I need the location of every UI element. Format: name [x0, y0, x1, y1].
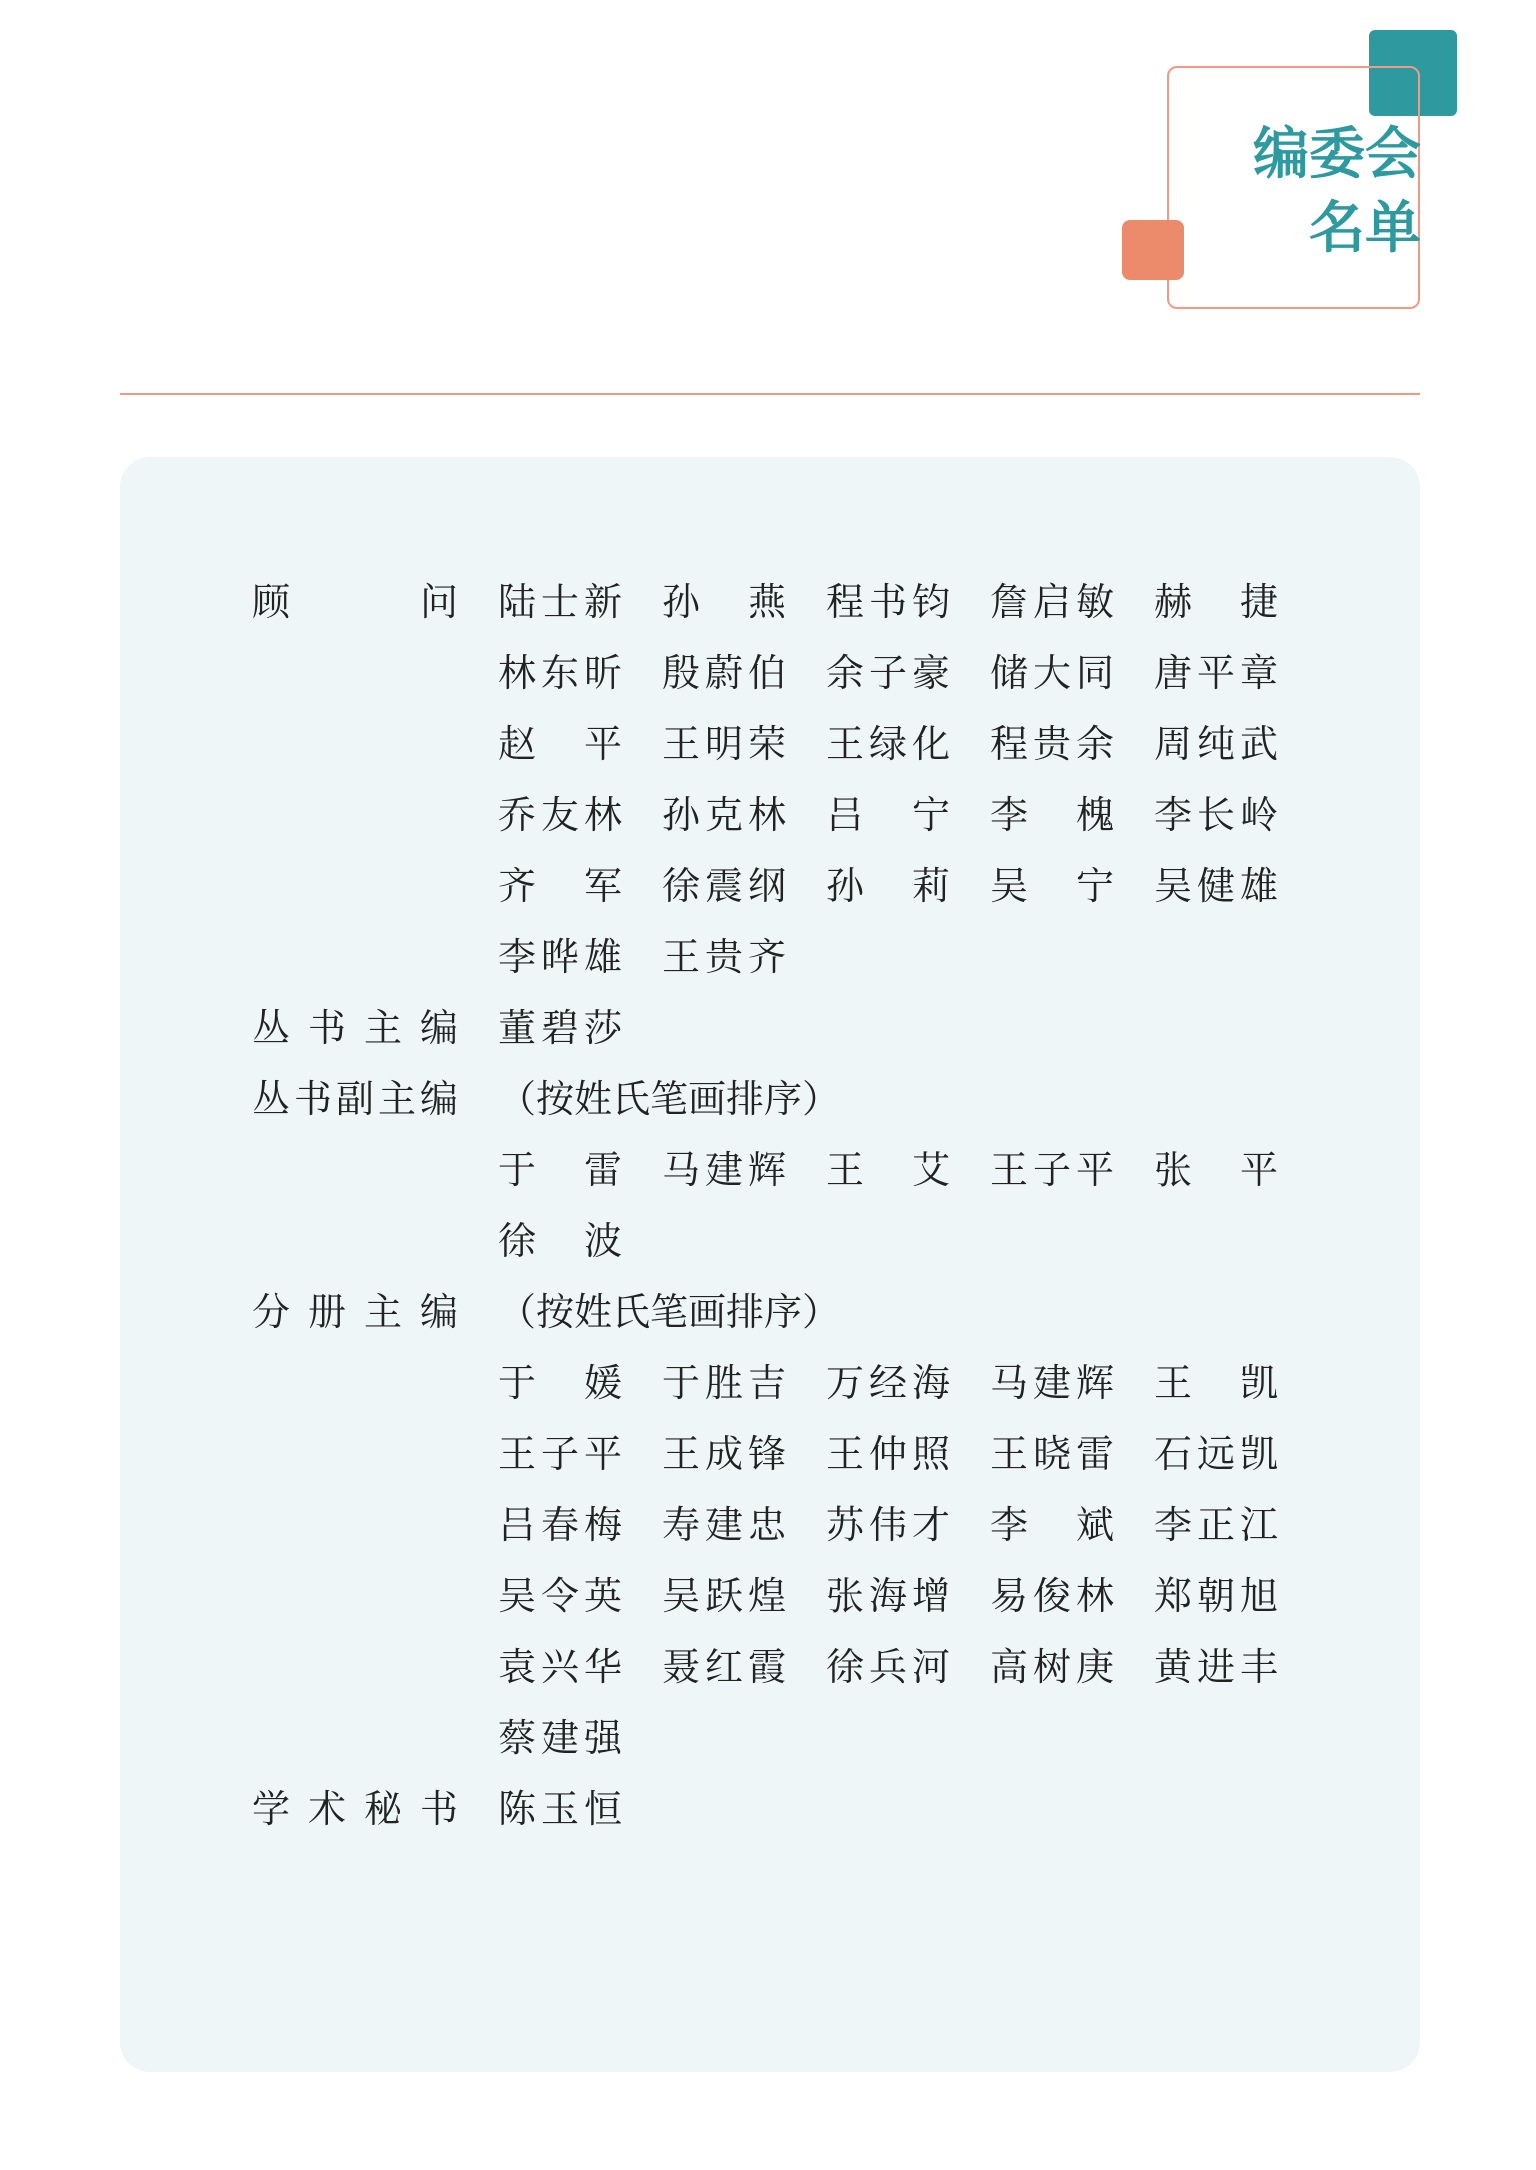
section-label-char: 主 — [363, 1290, 402, 1334]
member-name — [826, 1419, 950, 1490]
section-body — [498, 1774, 1318, 1845]
member-name-char: 王 — [826, 1432, 865, 1476]
member-name-char: 武 — [1239, 722, 1278, 766]
member-name-char: 波 — [583, 1219, 622, 1263]
member-name — [826, 1348, 950, 1419]
member-name — [498, 1774, 622, 1845]
member-name-char: 赵 — [498, 722, 537, 766]
member-name — [498, 1135, 622, 1206]
member-name-char: 吴 — [990, 864, 1029, 908]
member-name-char: 凯 — [1239, 1361, 1278, 1405]
member-name-char: 同 — [1075, 651, 1114, 695]
member-name-char: 昕 — [583, 651, 622, 695]
member-name — [990, 1561, 1114, 1632]
member-name-char: 李 — [990, 793, 1029, 837]
member-name-char: 斌 — [1075, 1503, 1114, 1547]
member-name-char: 宁 — [1075, 864, 1114, 908]
member-name — [662, 709, 786, 780]
member-name-char: 吴 — [662, 1574, 701, 1618]
member-name — [662, 638, 786, 709]
member-name — [990, 1632, 1114, 1703]
member-name-char: 石 — [1154, 1432, 1193, 1476]
member-name — [990, 1419, 1114, 1490]
committee-section — [252, 567, 1352, 993]
member-name — [662, 922, 786, 993]
member-name-char: 海 — [868, 1574, 907, 1618]
member-name-char: 远 — [1196, 1432, 1235, 1476]
member-name-char: 王 — [990, 1148, 1029, 1192]
member-name — [498, 638, 622, 709]
member-name-char: 李 — [1154, 1503, 1193, 1547]
section-label-char: 主 — [363, 1006, 402, 1050]
section-label-char: 问 — [419, 580, 458, 624]
member-name-char: 齐 — [747, 935, 786, 979]
member-name — [498, 567, 622, 638]
member-name-char: 李 — [990, 1503, 1029, 1547]
member-name-char: 寿 — [662, 1503, 701, 1547]
member-name-char: 春 — [540, 1503, 579, 1547]
member-name-char: 章 — [1239, 651, 1278, 695]
member-name-char: 胜 — [704, 1361, 743, 1405]
member-name-char: 吕 — [498, 1503, 537, 1547]
member-name-char: 兴 — [540, 1645, 579, 1689]
member-name-char: 锋 — [747, 1432, 786, 1476]
member-name-char: 吉 — [747, 1361, 786, 1405]
member-name — [826, 1561, 950, 1632]
name-grid — [498, 993, 1318, 1064]
member-name — [1154, 1561, 1278, 1632]
member-name-char: 袁 — [498, 1645, 537, 1689]
member-name-char: 海 — [911, 1361, 950, 1405]
member-name-char: 程 — [826, 580, 865, 624]
member-name-char: 丰 — [1239, 1645, 1278, 1689]
member-name-char: 储 — [990, 651, 1029, 695]
member-name-char: 子 — [540, 1432, 579, 1476]
member-name-char: 马 — [662, 1148, 701, 1192]
member-name — [1154, 1632, 1278, 1703]
member-name-char: 马 — [990, 1361, 1029, 1405]
member-name — [498, 709, 622, 780]
member-name-char: 李 — [1154, 793, 1193, 837]
section-label-char: 顾 — [252, 580, 291, 624]
member-name-char: 王 — [826, 722, 865, 766]
section-label-char: 书 — [293, 1077, 332, 1121]
member-name-char: 于 — [498, 1148, 537, 1192]
sort-note: （按姓氏笔画排序） — [498, 1290, 841, 1334]
committee-section — [252, 1277, 1352, 1774]
section-label — [252, 1064, 458, 1135]
member-name-char: 友 — [540, 793, 579, 837]
member-name — [662, 567, 786, 638]
member-name — [498, 922, 622, 993]
member-name-char: 震 — [704, 864, 743, 908]
member-name-char: 艾 — [911, 1148, 950, 1192]
section-body — [498, 1277, 1318, 1774]
member-name-char: 贵 — [704, 935, 743, 979]
member-name-char: 林 — [498, 651, 537, 695]
member-name-char: 荣 — [747, 722, 786, 766]
member-name — [826, 1490, 950, 1561]
member-name — [662, 1135, 786, 1206]
page-title-line1: 编委会 — [1253, 122, 1421, 187]
member-name-char: 河 — [911, 1645, 950, 1689]
member-name — [990, 1490, 1114, 1561]
member-name-char: 张 — [826, 1574, 865, 1618]
member-name-char: 孙 — [662, 793, 701, 837]
member-name-char: 建 — [704, 1503, 743, 1547]
member-name-char: 建 — [1032, 1361, 1071, 1405]
member-name-char: 孙 — [662, 580, 701, 624]
member-name-char: 蔚 — [704, 651, 743, 695]
member-name — [990, 709, 1114, 780]
member-name — [662, 851, 786, 922]
section-body — [498, 1064, 1318, 1277]
member-name-char: 树 — [1032, 1645, 1071, 1689]
orange-accent-square — [1122, 220, 1184, 280]
name-grid — [498, 1774, 1318, 1845]
member-name-char: 岭 — [1239, 793, 1278, 837]
member-name-char: 梅 — [583, 1503, 622, 1547]
member-name — [498, 993, 622, 1064]
section-label-char: 术 — [307, 1787, 346, 1831]
member-name-char: 张 — [1154, 1148, 1193, 1192]
member-name — [498, 1703, 622, 1774]
section-label-char: 书 — [419, 1787, 458, 1831]
member-name-char: 捷 — [1239, 580, 1278, 624]
member-name-char: 赫 — [1154, 580, 1193, 624]
member-name-char: 新 — [583, 580, 622, 624]
member-name-char: 孙 — [826, 864, 865, 908]
member-name-char: 伟 — [868, 1503, 907, 1547]
member-name-char: 林 — [583, 793, 622, 837]
member-name — [498, 851, 622, 922]
member-name — [498, 1419, 622, 1490]
member-name-char: 士 — [540, 580, 579, 624]
section-label-char: 学 — [252, 1787, 291, 1831]
member-name — [826, 1135, 950, 1206]
member-name-char: 徐 — [662, 864, 701, 908]
member-name — [1154, 1490, 1278, 1561]
member-name-char: 朝 — [1196, 1574, 1235, 1618]
member-name-char: 王 — [662, 935, 701, 979]
member-name — [1154, 1348, 1278, 1419]
section-label-char: 编 — [419, 1077, 458, 1121]
member-name-char: 黄 — [1154, 1645, 1193, 1689]
member-name-char: 贵 — [1032, 722, 1071, 766]
section-label-char: 副 — [335, 1077, 374, 1121]
member-name — [498, 1348, 622, 1419]
member-name-char: 启 — [1032, 580, 1071, 624]
member-name — [990, 780, 1114, 851]
member-name-char: 旭 — [1239, 1574, 1278, 1618]
section-label-char: 丛 — [252, 1077, 291, 1121]
name-grid — [498, 567, 1318, 993]
member-name-char: 李 — [498, 935, 537, 979]
name-grid — [498, 1135, 1318, 1277]
member-name-char: 王 — [498, 1432, 537, 1476]
member-name-char: 徐 — [826, 1645, 865, 1689]
member-name-char: 吴 — [1154, 864, 1193, 908]
committee-section — [252, 1064, 1352, 1277]
member-name-char: 大 — [1032, 651, 1071, 695]
member-name-char: 殷 — [662, 651, 701, 695]
member-name-char: 钧 — [911, 580, 950, 624]
member-name — [498, 1561, 622, 1632]
member-name-char: 王 — [1154, 1361, 1193, 1405]
member-name-char: 雷 — [1075, 1432, 1114, 1476]
member-name — [1154, 638, 1278, 709]
member-name-char: 乔 — [498, 793, 537, 837]
member-name-char: 齐 — [498, 864, 537, 908]
member-name-char: 莉 — [911, 864, 950, 908]
member-name-char: 辉 — [1075, 1361, 1114, 1405]
member-name-char: 明 — [704, 722, 743, 766]
member-name-char: 程 — [990, 722, 1029, 766]
member-name — [662, 1632, 786, 1703]
member-name-char: 吕 — [826, 793, 865, 837]
section-label-char: 编 — [419, 1290, 458, 1334]
member-name-char: 董 — [498, 1006, 537, 1050]
committee-section — [252, 993, 1352, 1064]
member-name-char: 强 — [583, 1716, 622, 1760]
member-name — [990, 567, 1114, 638]
member-name-char: 槐 — [1075, 793, 1114, 837]
member-name-char: 余 — [826, 651, 865, 695]
section-label-char: 册 — [307, 1290, 346, 1334]
page-title — [1253, 118, 1421, 266]
member-name-char: 长 — [1196, 793, 1235, 837]
member-name-char: 燕 — [747, 580, 786, 624]
member-name — [498, 1490, 622, 1561]
committee-list — [252, 567, 1352, 1845]
member-name — [498, 1206, 622, 1277]
member-name-char: 健 — [1196, 864, 1235, 908]
section-label-char: 秘 — [363, 1787, 402, 1831]
member-name — [1154, 851, 1278, 922]
member-name — [990, 638, 1114, 709]
member-name-char: 雄 — [1239, 864, 1278, 908]
member-name-char: 俊 — [1032, 1574, 1071, 1618]
member-name — [1154, 1135, 1278, 1206]
member-name-char: 雄 — [583, 935, 622, 979]
member-name-char: 兵 — [868, 1645, 907, 1689]
member-name-char: 化 — [911, 722, 950, 766]
member-name — [1154, 1419, 1278, 1490]
member-name — [990, 851, 1114, 922]
section-label-char: 主 — [377, 1077, 416, 1121]
member-name — [662, 780, 786, 851]
member-name-char: 伯 — [747, 651, 786, 695]
member-name-char: 平 — [1196, 651, 1235, 695]
member-name-char: 平 — [1075, 1148, 1114, 1192]
member-name-char: 令 — [540, 1574, 579, 1618]
member-name-char: 平 — [583, 1432, 622, 1476]
member-name-char: 陆 — [498, 580, 537, 624]
member-name — [662, 1419, 786, 1490]
member-name-char: 郑 — [1154, 1574, 1193, 1618]
member-name-char: 红 — [704, 1645, 743, 1689]
section-label-char: 丛 — [252, 1006, 291, 1050]
member-name-char: 玉 — [540, 1787, 579, 1831]
member-name-char: 正 — [1196, 1503, 1235, 1547]
member-name-char: 吴 — [498, 1574, 537, 1618]
member-name-char: 雷 — [583, 1148, 622, 1192]
section-body — [498, 993, 1318, 1064]
member-name-char: 克 — [704, 793, 743, 837]
member-name-char: 华 — [583, 1645, 622, 1689]
committee-section — [252, 1774, 1352, 1845]
member-name-char: 军 — [583, 864, 622, 908]
section-label-char: 编 — [419, 1006, 458, 1050]
member-name-char: 子 — [1032, 1148, 1071, 1192]
member-name — [990, 1348, 1114, 1419]
member-name-char: 詹 — [990, 580, 1029, 624]
member-name-char: 余 — [1075, 722, 1114, 766]
member-name — [1154, 567, 1278, 638]
member-name-char: 王 — [990, 1432, 1029, 1476]
member-name-char: 纯 — [1196, 722, 1235, 766]
member-name — [826, 638, 950, 709]
member-name-char: 万 — [826, 1361, 865, 1405]
member-name-char: 豪 — [911, 651, 950, 695]
member-name-char: 林 — [747, 793, 786, 837]
member-name-char: 媛 — [583, 1361, 622, 1405]
member-name-char: 平 — [583, 722, 622, 766]
member-name — [498, 780, 622, 851]
member-name-char: 易 — [990, 1574, 1029, 1618]
member-name-char: 苏 — [826, 1503, 865, 1547]
member-name — [1154, 709, 1278, 780]
member-name-char: 王 — [826, 1148, 865, 1192]
member-name — [1154, 780, 1278, 851]
member-name — [826, 709, 950, 780]
member-name-char: 霞 — [747, 1645, 786, 1689]
member-name — [662, 1561, 786, 1632]
page-title-line2: 名单 — [1309, 196, 1421, 261]
member-name-char: 书 — [868, 580, 907, 624]
member-name-char: 周 — [1154, 722, 1193, 766]
member-name-char: 晓 — [1032, 1432, 1071, 1476]
section-label — [252, 567, 458, 638]
member-name-char: 宁 — [911, 793, 950, 837]
section-label — [252, 1774, 458, 1845]
member-name-char: 王 — [662, 1432, 701, 1476]
header-divider — [120, 393, 1420, 395]
member-name — [826, 851, 950, 922]
member-name-char: 建 — [540, 1716, 579, 1760]
member-name-char: 跃 — [704, 1574, 743, 1618]
member-name — [826, 1632, 950, 1703]
member-name-char: 凯 — [1239, 1432, 1278, 1476]
member-name-char: 聂 — [662, 1645, 701, 1689]
member-name-char: 英 — [583, 1574, 622, 1618]
member-name-char: 王 — [662, 722, 701, 766]
name-grid — [498, 1348, 1318, 1774]
section-label — [252, 993, 458, 1064]
section-label — [252, 1277, 458, 1348]
member-name-char: 东 — [540, 651, 579, 695]
member-name-char: 蔡 — [498, 1716, 537, 1760]
member-name-char: 碧 — [540, 1006, 579, 1050]
member-name-char: 建 — [704, 1148, 743, 1192]
section-label-char: 分 — [252, 1290, 291, 1334]
member-name-char: 于 — [662, 1361, 701, 1405]
member-name-char: 纲 — [747, 864, 786, 908]
member-name-char: 徐 — [498, 1219, 537, 1263]
member-name-char: 庚 — [1075, 1645, 1114, 1689]
member-name-char: 经 — [868, 1361, 907, 1405]
member-name — [990, 1135, 1114, 1206]
member-name — [826, 567, 950, 638]
member-name-char: 子 — [868, 651, 907, 695]
section-label-char: 书 — [307, 1006, 346, 1050]
member-name-char: 唐 — [1154, 651, 1193, 695]
member-name-char: 晔 — [540, 935, 579, 979]
member-name-char: 敏 — [1075, 580, 1114, 624]
member-name-char: 进 — [1196, 1645, 1235, 1689]
member-name-char: 陈 — [498, 1787, 537, 1831]
member-name-char: 增 — [911, 1574, 950, 1618]
sort-note: （按姓氏笔画排序） — [498, 1077, 841, 1121]
section-body — [498, 567, 1318, 993]
member-name-char: 高 — [990, 1645, 1029, 1689]
member-name — [662, 1348, 786, 1419]
member-name-char: 照 — [911, 1432, 950, 1476]
member-name-char: 煌 — [747, 1574, 786, 1618]
member-name-char: 辉 — [747, 1148, 786, 1192]
member-name — [662, 1490, 786, 1561]
member-name-char: 江 — [1239, 1503, 1278, 1547]
member-name-char: 平 — [1239, 1148, 1278, 1192]
member-name-char: 忠 — [747, 1503, 786, 1547]
member-name-char: 仲 — [868, 1432, 907, 1476]
member-name-char: 林 — [1075, 1574, 1114, 1618]
member-name-char: 成 — [704, 1432, 743, 1476]
member-name-char: 恒 — [583, 1787, 622, 1831]
member-name-char: 才 — [911, 1503, 950, 1547]
member-name — [826, 780, 950, 851]
member-name — [498, 1632, 622, 1703]
member-name-char: 于 — [498, 1361, 537, 1405]
member-name-char: 莎 — [583, 1006, 622, 1050]
member-name-char: 绿 — [868, 722, 907, 766]
